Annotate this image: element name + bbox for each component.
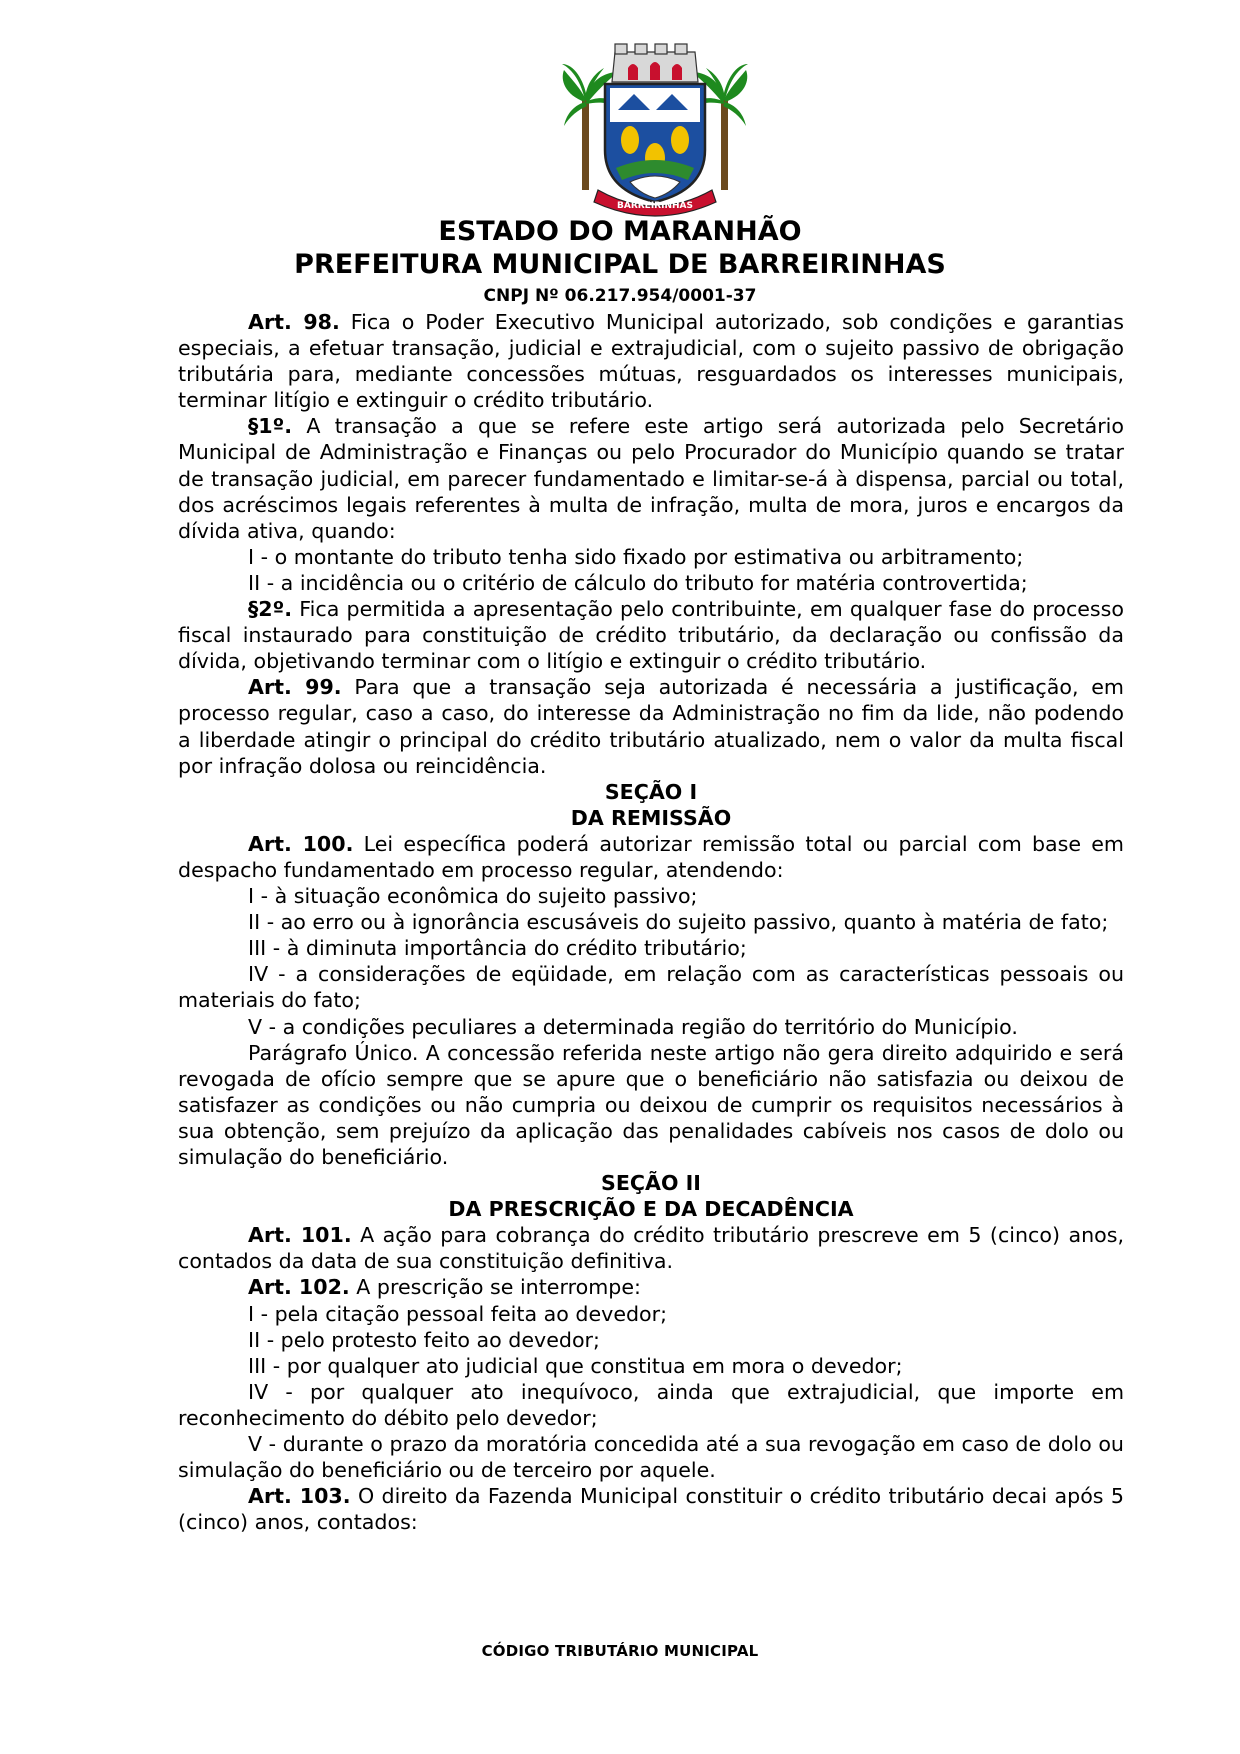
article-label: Art. 99. [248,675,342,700]
item-ii: II - pelo protesto feito ao devedor; [248,1327,600,1352]
article-label: Art. 100. [248,831,354,856]
paragraph-text: A transação a que se refere este artigo será autorizada pelo Secretário Municipal de Administração e Finanças ou pelo Procurador do Município quando se tratar de transação judicial, em parecer fundamentado e limitar-se-á à dispensa, parcial ou total, dos acréscimos legais referentes à multa de infração, multa de mora, juros e encargos da dívida ativa, quando: [178,414,1124,543]
article-text: Para que a transação seja autorizada é necessária a justificação, em processo regular, caso a caso, do interesse da Administração no fim da lide, não podendo a liberdade atingir o principal do crédito tributário atualizado, nem o valor da multa fiscal por infração dolosa ou reincidência. [178,675,1124,778]
section-number: SEÇÃO I [604,779,698,804]
item-iv: IV - a considerações de eqüidade, em relação com as características pessoais ou materiais do fato; [178,962,1124,1013]
article-label: Art. 103. [248,1484,351,1509]
section-number: SEÇÃO II [601,1171,701,1196]
article-text: Lei específica poderá autorizar remissão total ou parcial com base em despacho fundamentado em processo regular, atendendo: [178,831,1124,882]
prefecture-heading: PREFEITURA MUNICIPAL DE BARREIRINHAS [294,249,946,280]
paragraph-label: §1º. [248,414,293,439]
article-98 [178,309,1124,413]
item-iii: III - à diminuta importância do crédito tributário; [248,936,747,961]
item-v: V - a condições peculiares a determinada região do território do Município. [248,1014,1018,1039]
sole-paragraph: Parágrafo Único. A concessão referida neste artigo não gera direito adquirido e será revogada de ofício sempre que se apure que o beneficiário não satisfazia ou deixou de satisfazer as condições ou não cumpria ou deixou de cumprir os requisitos necessários à sua obtenção, sem prejuízo da aplicação das penalidades cabíveis nos casos de dolo ou simulação do beneficiário. [178,1040,1124,1169]
municipal-coat-of-arms-logo [560,40,750,218]
ribbon-text: BARREIRINHAS [617,201,693,211]
page-footer: CÓDIGO TRIBUTÁRIO MUNICIPAL [481,1642,759,1660]
item-i: I - pela citação pessoal feita ao devedor; [248,1301,668,1326]
paragraph-label: §2º. [248,597,293,622]
article-label: Art. 98. [248,310,340,334]
article-text: O direito da Fazenda Municipal constituir o crédito tributário decai após 5 (cinco) anos, contados: [178,1484,1124,1535]
article-103 [178,1483,1124,1535]
item-i: I - à situação econômica do sujeito passivo; [248,884,698,909]
paragraph-2 [178,596,1124,674]
state-heading: ESTADO DO MARANHÃO [438,216,802,247]
article-102 [178,1274,1124,1300]
article-101 [178,1222,1124,1274]
article-99 [178,674,1124,778]
item-iv: IV - por qualquer ato inequívoco, ainda que extrajudicial, que importe em reconhecimento do débito pelo devedor; [178,1379,1124,1430]
mural-crown-icon [612,44,698,82]
article-100 [178,831,1124,883]
cnpj-line: CNPJ Nº 06.217.954/0001-37 [483,286,757,306]
item-i: I - o montante do tributo tenha sido fixado por estimativa ou arbitramento; [248,544,1024,569]
section-title: DA PRESCRIÇÃO E DA DECADÊNCIA [448,1197,854,1222]
article-text: Fica o Poder Executivo Municipal autorizado, sob condições e garantias especiais, a efetuar transação, judicial e extrajudicial, com o sujeito passivo de obrigação tributária para, mediante concessões mútuas, resguardados os interesses municipais, terminar litígio e extinguir o crédito tributário. [178,310,1124,413]
article-label: Art. 101. [248,1223,352,1248]
article-text: A prescrição se interrompe: [349,1275,641,1300]
article-text: A ação para cobrança do crédito tributário prescreve em 5 (cinco) anos, contados da data de sua constituição definitiva. [178,1223,1124,1274]
paragraph-text: Fica permitida a apresentação pelo contribuinte, em qualquer fase do processo fiscal instaurado para constituição de crédito tributário, da declaração ou confissão da dívida, objetivando terminar com o litígio e extinguir o crédito tributário. [178,597,1124,674]
item-iii: III - por qualquer ato judicial que constitua em mora o devedor; [248,1353,903,1378]
paragraph-1 [178,413,1124,543]
item-v: V - durante o prazo da moratória concedida até a sua revogação em caso de dolo ou simulação do beneficiário ou de terceiro por aquele. [178,1432,1124,1483]
item-ii: II - ao erro ou à ignorância escusáveis do sujeito passivo, quanto à matéria de fato; [248,910,1109,935]
item-ii: II - a incidência ou o critério de cálculo do tributo for matéria controvertida; [248,570,1028,595]
document-body [178,309,1124,1535]
article-label: Art. 102. [248,1275,350,1300]
section-title: DA REMISSÃO [570,805,732,830]
shield-icon [605,84,705,202]
